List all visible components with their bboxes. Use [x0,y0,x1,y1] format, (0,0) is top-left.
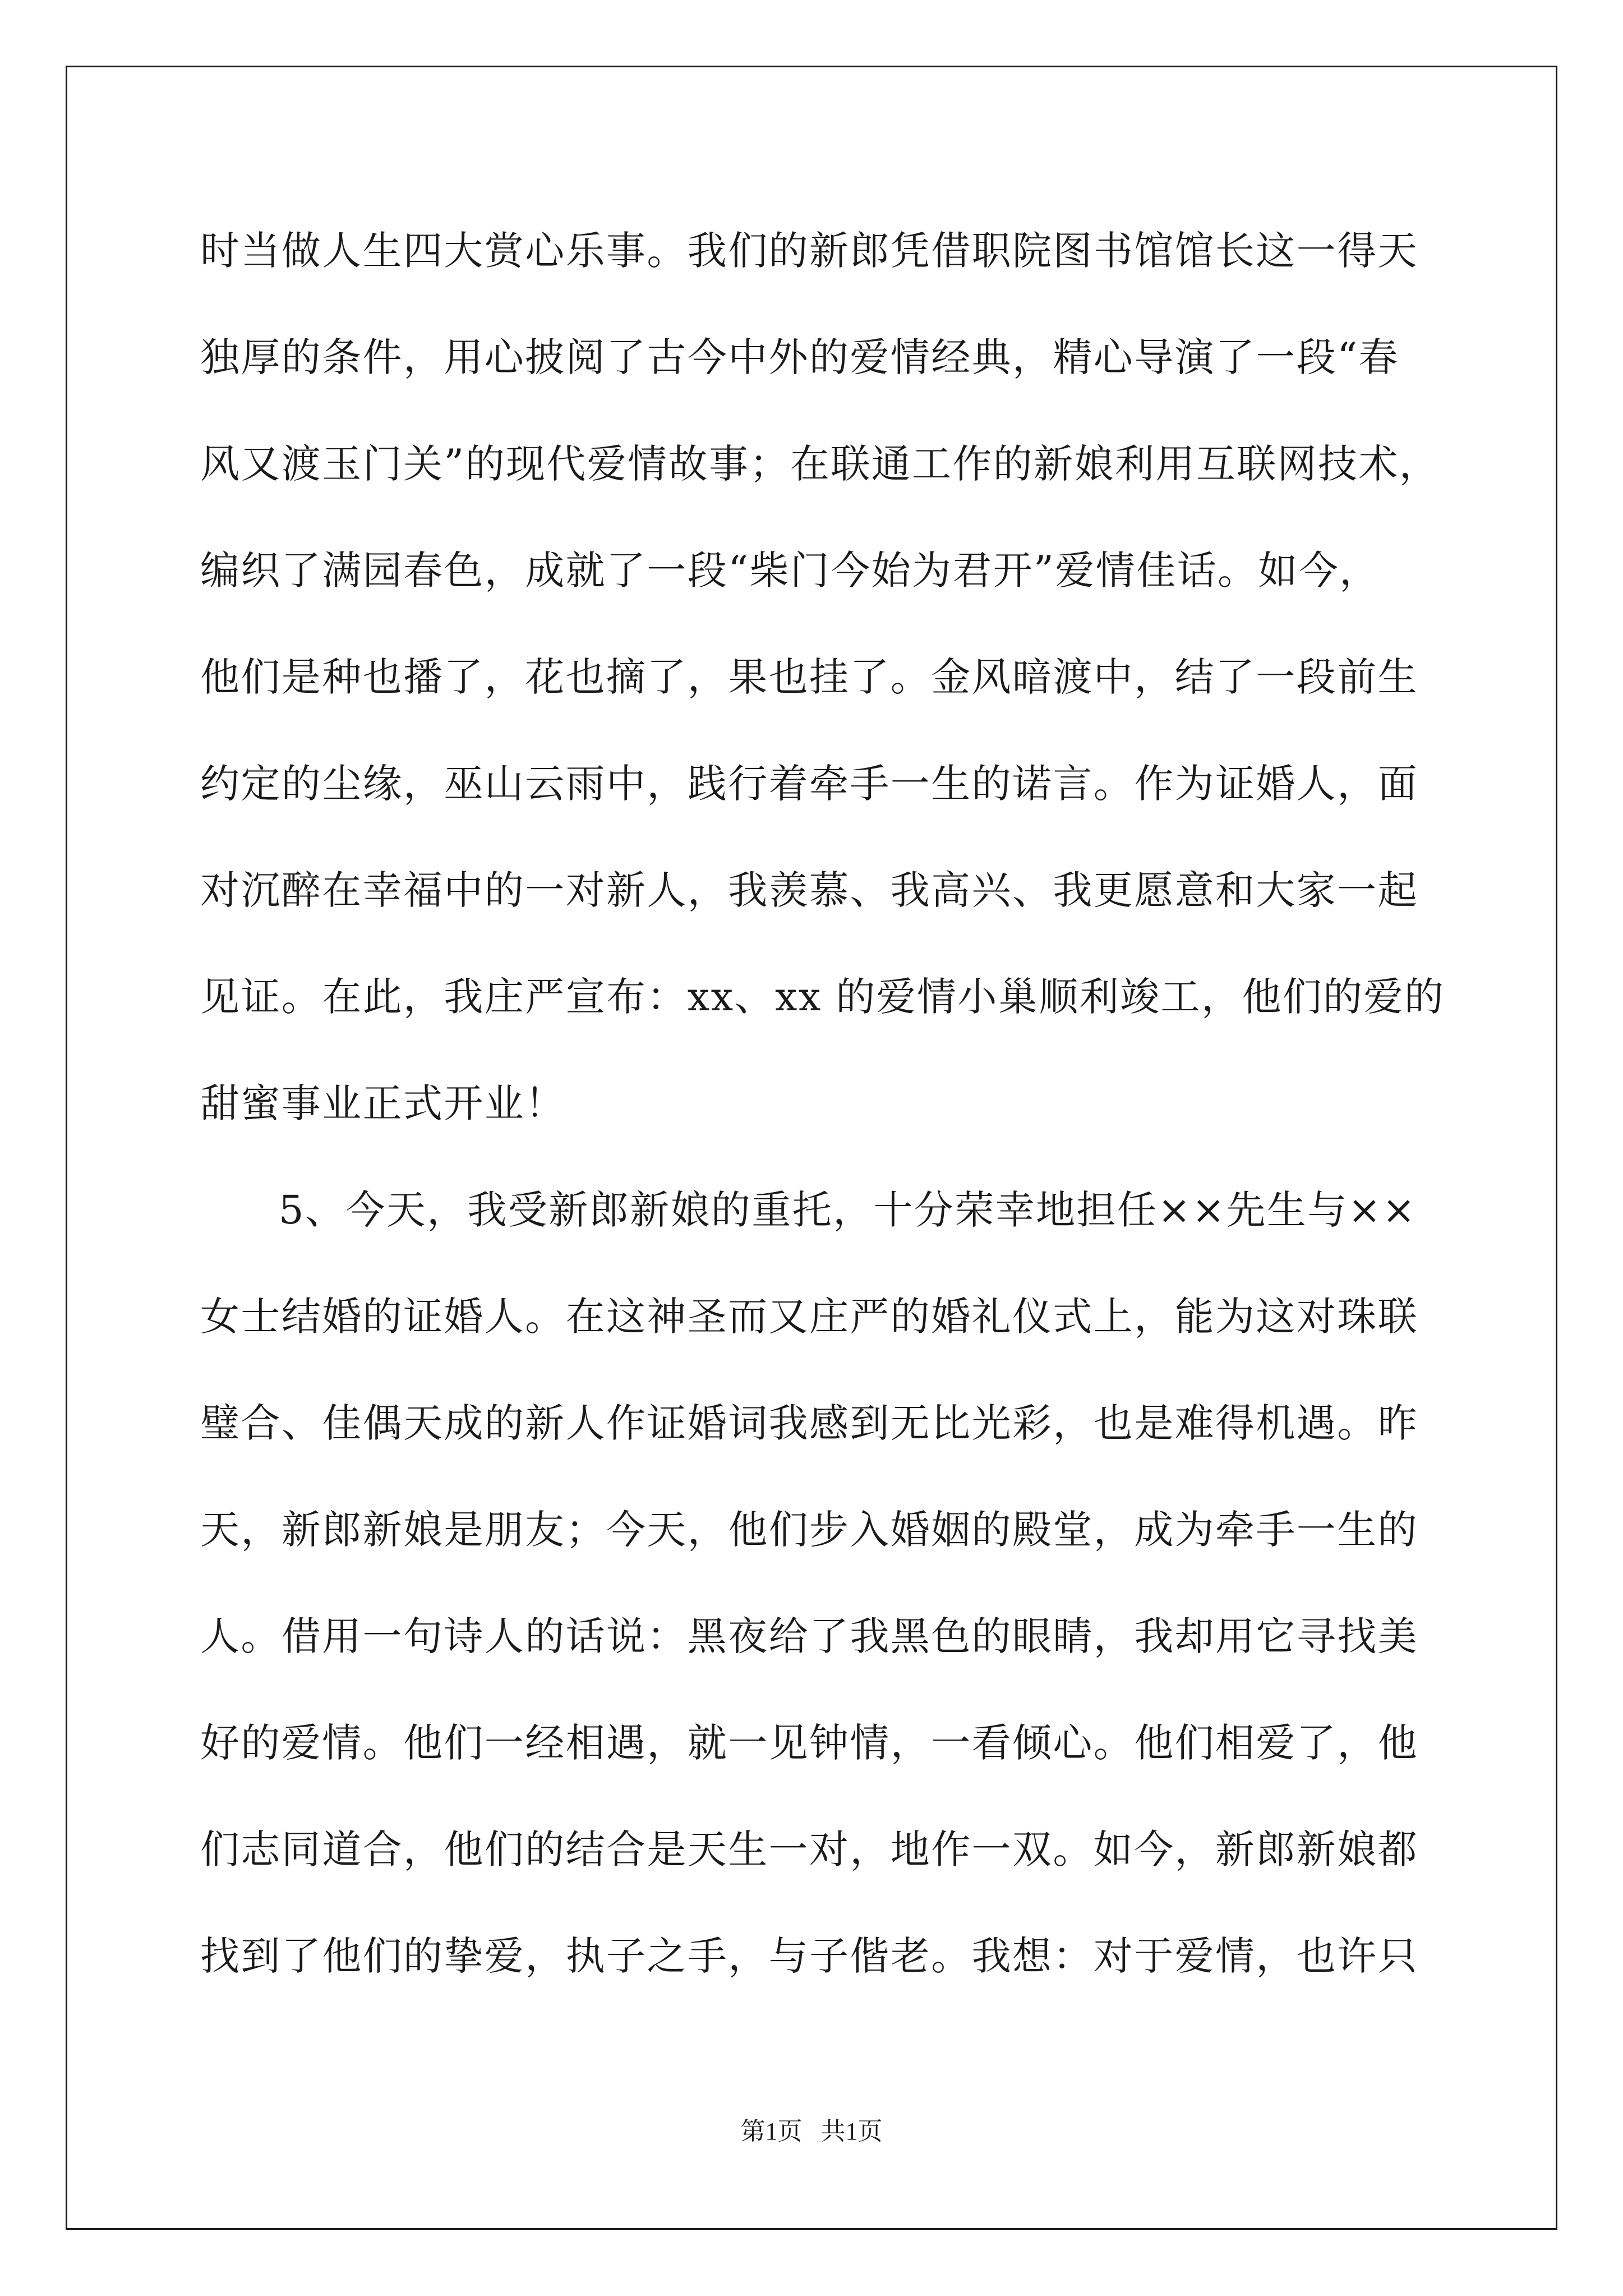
text-line: 风又渡玉门关”的现代爱情故事；在联通工作的新娘利用互联网技术， [200,441,1440,487]
text-line: 璧合、佳偶天成的新人作证婚词我感到无比光彩，也是难得机遇。昨 [200,1400,1418,1446]
text-line: 时当做人生四大赏心乐事。我们的新郎凭借职院图书馆馆长这一得天 [200,228,1418,274]
text-line: 找到了他们的挚爱，执子之手，与子偕老。我想：对于爱情，也许只 [200,1933,1418,1979]
page-footer: 第1页 共1页 [740,2118,883,2145]
text-line: 编织了满园春色，成就了一段“柴门今始为君开”爱情佳话。如今， [200,547,1380,593]
text-line: 好的爱情。他们一经相遇，就一见钟情，一看倾心。他们相爱了，他 [200,1720,1418,1766]
text-line: 天，新郎新娘是朋友；今天，他们步入婚姻的殿堂，成为牵手一生的 [200,1507,1418,1553]
text-line: 对沉醉在幸福中的一对新人，我羡慕、我高兴、我更愿意和大家一起 [200,867,1418,913]
text-line: 见证。在此，我庄严宣布：xx、xx 的爱情小巢顺利竣工，他们的爱的 [200,974,1445,1020]
paragraph-start-line: 5、今天，我受新郎新娘的重托，十分荣幸地担任××先生与×× [279,1187,1417,1233]
page-border [66,66,1557,2230]
text-line: 独厚的条件，用心披阅了古今中外的爱情经典，精心导演了一段“春 [200,334,1399,380]
text-line: 他们是种也播了，花也摘了，果也挂了。金风暗渡中，结了一段前生 [200,654,1418,700]
text-line: 甜蜜事业正式开业！ [200,1080,566,1126]
text-line: 们志同道合，他们的结合是天生一对，地作一双。如今，新郎新娘都 [200,1826,1418,1872]
text-line: 人。借用一句诗人的话说：黑夜给了我黑色的眼睛，我却用它寻找美 [200,1613,1418,1659]
text-line: 女士结婚的证婚人。在这神圣而又庄严的婚礼仪式上，能为这对珠联 [200,1294,1418,1340]
text-line: 约定的尘缘，巫山云雨中，践行着牵手一生的诺言。作为证婚人，面 [200,761,1418,807]
